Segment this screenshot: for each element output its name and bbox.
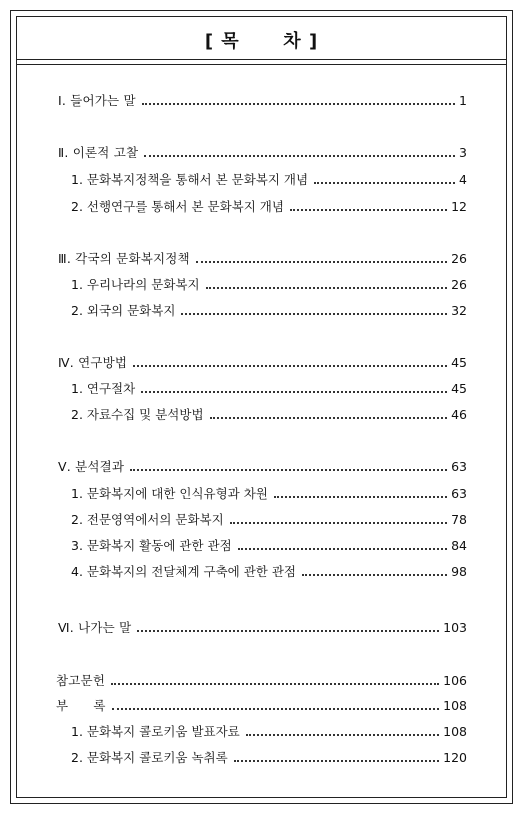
toc-entry-page: 103 (443, 620, 467, 635)
toc-leader-dots (142, 103, 455, 105)
toc-entry-chapter-4[interactable] (58, 355, 467, 371)
toc-entry-chapter-6[interactable] (58, 620, 467, 636)
toc-leader-dots (130, 469, 447, 471)
toc-entry-appendix-1[interactable] (71, 724, 467, 740)
toc-entry-page: 106 (443, 673, 467, 688)
toc-entry-page: 63 (451, 459, 467, 474)
toc-entry-section-5-1[interactable] (71, 486, 467, 502)
toc-entry-label: 2. 선행연구를 통해서 본 문화복지 개념 (71, 199, 284, 214)
toc-entry-label: Ⅳ. 연구방법 (58, 355, 128, 370)
toc-entry-section-5-3[interactable] (71, 538, 467, 554)
toc-entry-page: 4 (459, 172, 467, 187)
toc-entry-page: 108 (443, 724, 467, 739)
toc-entry-label: 1. 문화복지정책을 통해서 본 문화복지 개념 (71, 172, 309, 187)
toc-entry-chapter-5[interactable] (58, 459, 467, 475)
toc-entry-section-2-1[interactable] (71, 172, 467, 188)
toc-entry-references[interactable] (56, 673, 467, 689)
toc-entry-page: 26 (451, 251, 467, 266)
toc-entry-label: 2. 문화복지 콜로키움 녹취록 (71, 750, 228, 765)
toc-entry-chapter-2[interactable] (58, 145, 467, 161)
toc-leader-dots (144, 155, 455, 157)
toc-leader-dots (234, 760, 439, 762)
toc-entry-page: 12 (451, 199, 467, 214)
toc-leader-dots (133, 365, 447, 367)
toc-entry-page: 32 (451, 303, 467, 318)
toc-title: [ 목 차 ] (204, 31, 319, 52)
toc-entry-page: 120 (443, 750, 467, 765)
toc-leader-dots (137, 630, 439, 632)
toc-leader-dots (246, 734, 439, 736)
toc-entry-label: 1. 연구절차 (71, 381, 136, 396)
toc-entry-page: 1 (459, 93, 467, 108)
toc-entry-chapter-3[interactable] (58, 251, 467, 267)
toc-entry-section-3-1[interactable] (71, 277, 467, 293)
toc-entry-label: 2. 외국의 문화복지 (71, 303, 176, 318)
toc-entry-page: 63 (451, 486, 467, 501)
toc-entry-label: 1. 문화복지에 대한 인식유형과 차원 (71, 486, 268, 501)
toc-entry-page: 78 (451, 512, 467, 527)
toc-entry-page: 108 (443, 698, 467, 713)
toc-leader-dots (290, 209, 447, 211)
toc-entry-label: 1. 문화복지 콜로키움 발표자료 (71, 724, 240, 739)
toc-leader-dots (314, 182, 455, 184)
toc-leader-dots (206, 287, 448, 289)
toc-entry-appendix[interactable] (56, 698, 467, 714)
toc-entry-section-3-2[interactable] (71, 303, 467, 319)
toc-entry-section-2-2[interactable] (71, 199, 467, 215)
toc-entry-section-4-2[interactable] (71, 407, 467, 423)
toc-entry-label: 1. 우리나라의 문화복지 (71, 277, 200, 292)
toc-entry-page: 45 (451, 381, 467, 396)
toc-entry-label: 3. 문화복지 활동에 관한 관점 (71, 538, 232, 553)
toc-entry-label: 2. 전문영역에서의 문화복지 (71, 512, 224, 527)
toc-entry-label: Ⅰ. 들어가는 말 (58, 93, 136, 108)
toc-entry-section-5-4[interactable] (71, 564, 467, 580)
toc-leader-dots (238, 548, 447, 550)
toc-entry-page: 3 (459, 145, 467, 160)
toc-entry-appendix-2[interactable] (71, 750, 467, 766)
toc-entry-label: 부 록 (56, 698, 106, 713)
toc-leader-dots (196, 261, 447, 263)
toc-entry-chapter-1[interactable] (58, 93, 467, 109)
toc-leader-dots (230, 522, 447, 524)
toc-leader-dots (274, 496, 447, 498)
toc-entry-page: 84 (451, 538, 467, 553)
toc-leader-dots (141, 391, 447, 393)
toc-entry-label: Ⅲ. 각국의 문화복지정책 (58, 251, 190, 266)
toc-entry-section-4-1[interactable] (71, 381, 467, 397)
toc-entry-label: 2. 자료수집 및 분석방법 (71, 407, 204, 422)
toc-entry-label: Ⅱ. 이론적 고찰 (58, 145, 139, 160)
toc-leader-dots (302, 574, 447, 576)
toc-leader-dots (111, 683, 439, 685)
toc-entry-label: 참고문헌 (56, 673, 106, 688)
toc-entry-page: 26 (451, 277, 467, 292)
toc-entry-page: 45 (451, 355, 467, 370)
toc-entry-label: Ⅵ. 나가는 말 (58, 620, 132, 635)
toc-entry-page: 98 (451, 564, 467, 579)
toc-entry-label: Ⅴ. 분석결과 (58, 459, 125, 474)
toc-entry-section-5-2[interactable] (71, 512, 467, 528)
toc-leader-dots (210, 417, 448, 419)
toc-leader-dots (112, 708, 440, 710)
toc-entry-page: 46 (451, 407, 467, 422)
toc-leader-dots (181, 313, 447, 315)
toc-entry-label: 4. 문화복지의 전달체계 구축에 관한 관점 (71, 564, 296, 579)
title-divider (16, 59, 507, 65)
